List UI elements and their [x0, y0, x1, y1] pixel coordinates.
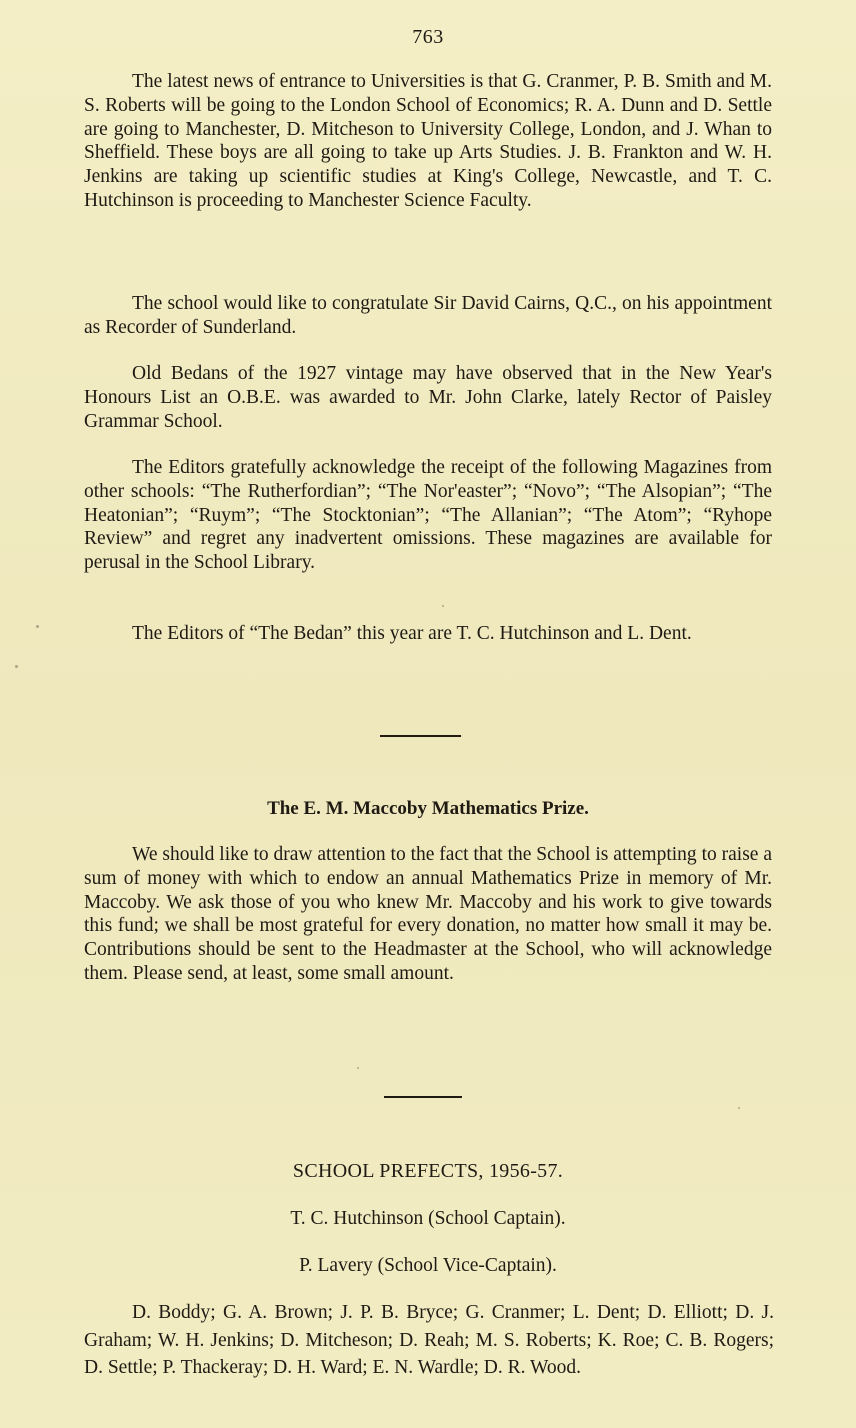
paper-speck — [738, 1107, 740, 1109]
page-number: 763 — [412, 26, 444, 48]
editors-paragraph: The Editors of “The Bedan” this year are T. C. Hutchinson and L. Dent. — [132, 623, 692, 644]
honours-paragraph: Old Bedans of the 1927 vintage may have observed that in the New Year's Honours List an O.B.E. was awarded to Mr. John Clarke, lately Rector of Paisley Grammar School. — [84, 363, 772, 432]
universities-paragraph: The latest news of entrance to Universities is that G. Cranmer, P. B. Smith and M. S. Roberts will be going to the London School of Economics; R. A. Dunn and D. Settle are going to Manchester, D. Mitcheson to University College, London, and J. Whan to Sheffield. These boys are all going to take up Arts Studies. J. B. Frankton and W. H. Jenkins are taking up scientific studies at King's College, Newcastle, and T. C. Hutchinson is proceeding to Manchester Science Faculty. — [84, 71, 772, 211]
section-divider — [380, 735, 461, 737]
prefects-title: SCHOOL PREFECTS, 1956-57. — [292, 1160, 564, 1182]
section-divider — [384, 1096, 462, 1098]
paper-speck — [36, 625, 39, 628]
congratulations-paragraph: The school would like to congratulate Sir David Cairns, Q.C., on his appointment as Recorder of Sunderland. — [84, 293, 772, 338]
school-captain: T. C. Hutchinson (School Captain). — [290, 1208, 566, 1229]
magazines-paragraph: The Editors gratefully acknowledge the receipt of the following Magazines from other schools: “The Rutherfordian”; “The Nor'easter”; “Novo”; “The Alsopian”; “The Heatonian”; “Ruym”; “The Stocktonian”; “The Allanian”; “The Atom”; “Ryhope Review” and regret any inadvertent omissions. These magazines are available for perusal in the School Library. — [84, 457, 772, 574]
prefects-list: D. Boddy; G. A. Brown; J. P. B. Bryce; G. Cranmer; L. Dent; D. Elliott; D. J. Graham; W. H. Jenkins; D. Mitcheson; D. Reah; M. S. Roberts; K. Roe; C. B. Rogers; D. Settle; P. Thackeray; D. H. Ward; E. N. Wardle; D. R. Wood. — [84, 1302, 774, 1378]
paper-speck — [15, 665, 18, 668]
paper-speck — [442, 605, 444, 607]
vice-captain: P. Lavery (School Vice-Captain). — [299, 1255, 557, 1276]
paper-speck — [357, 1067, 359, 1069]
prize-heading: The E. M. Maccoby Mathematics Prize. — [267, 798, 589, 819]
prize-paragraph: We should like to draw attention to the fact that the School is attempting to raise a sum of money with which to endow an annual Mathematics Prize in memory of Mr. Maccoby. We ask those of you who knew Mr. Maccoby and his work to give towards this fund; we shall be most grateful for every donation, no matter how small it may be. Contributions should be sent to the Headmaster at the School, who will acknowledge them. Please send, at least, some small amount. — [84, 844, 772, 984]
